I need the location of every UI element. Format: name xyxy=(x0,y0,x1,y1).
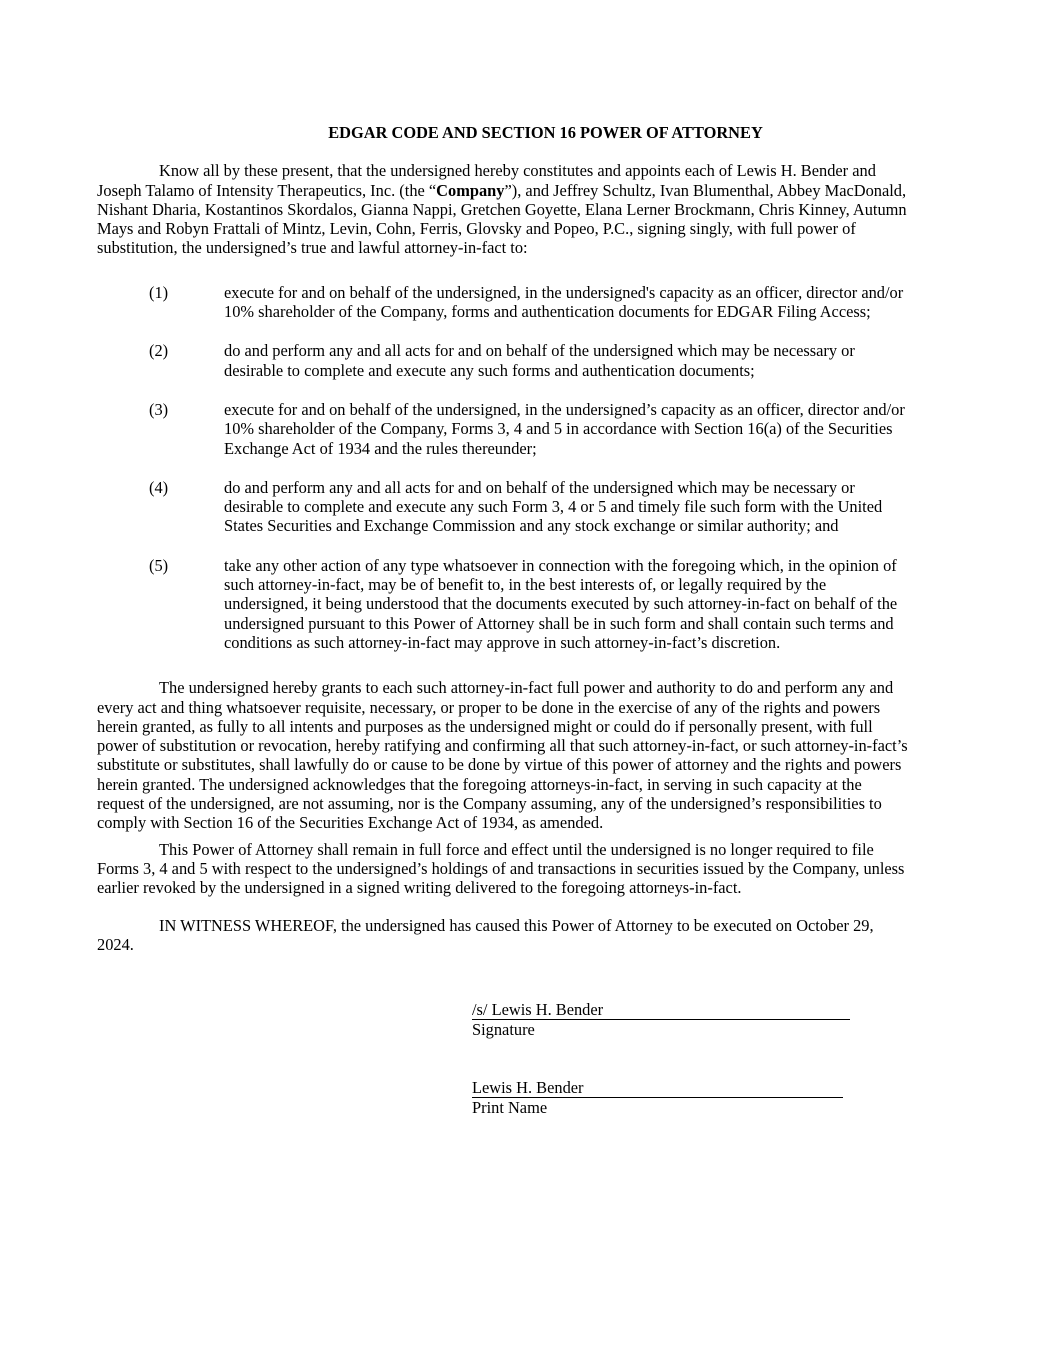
item-3-text: execute for and on behalf of the undersigned, in the undersigned’s capacity as an officer, director and/or 10% shareholder of the Company, Forms 3, 4 and 5 in accordance with Section 16(a) of the Securities Exchange Act of 1934 and the rules thereunder; xyxy=(224,399,905,458)
list-item-5 xyxy=(149,556,912,652)
print-name-group xyxy=(472,1078,912,1118)
list-item-3 xyxy=(149,400,912,458)
intro-paragraph xyxy=(97,161,912,257)
company-name-bold: Company xyxy=(436,180,505,200)
print-name-line xyxy=(472,1078,843,1098)
duration-paragraph: This Power of Attorney shall remain in full force and effect until the undersigned is no longer required to file Forms 3, 4 and 5 with respect to the undersigned’s holdings of and transactions in securities issued by the Company, unless earlier revoked by the undersigned in a signed writing delivered to the foregoing attorneys-in-fact. xyxy=(97,839,905,898)
print-name-label: Print Name xyxy=(472,1097,548,1117)
item-1-text: execute for and on behalf of the undersigned, in the undersigned's capacity as an officer, director and/or 10% shareholder of the Company, forms and authentication documents for EDGAR Filing Access; xyxy=(224,282,904,322)
print-name-value: Lewis H. Bender xyxy=(472,1077,584,1097)
witness-paragraph: IN WITNESS WHEREOF, the undersigned has caused this Power of Attorney to be executed on October 29, 2024. xyxy=(97,915,874,954)
list-item-1 xyxy=(149,283,912,322)
item-4-text: do and perform any and all acts for and on behalf of the undersigned which may be necessary or desirable to complete and execute any such Form 3, 4 or 5 and timely file such form with the United States Securities and Exchange Commission and any stock exchange or similar authority; and xyxy=(224,477,883,536)
item-2-number: (2) xyxy=(149,341,169,361)
signature-label: Signature xyxy=(472,1020,535,1040)
signature-line xyxy=(472,1000,850,1020)
list-item-4 xyxy=(149,478,912,536)
intro-text-before: Know all by these present, that the undersigned hereby constitutes and appoints each of Lewis H. Bender and Joseph Talamo of Intensity Therapeutics, Inc. (the “ xyxy=(97,161,876,200)
intro-text-after: ”), and Jeffrey Schultz, Ivan Blumenthal, Abbey MacDonald, Nishant Dharia, Kostantinos Skordalos, Gianna Nappi, Gretchen Goyette, Elana Lerner Brockmann, Chris Kinney, Autumn Mays and Robyn Frattali of Mintz, Levin, Cohn, Ferris, Glovsky and Popeo, P.C., signing singly, with full power of substitution, the undersigned’s true and lawful attorney-in-fact to: xyxy=(97,180,907,258)
signature-group xyxy=(472,1000,912,1040)
signature-block xyxy=(472,1000,912,1117)
grant-paragraph: The undersigned hereby grants to each such attorney-in-fact full power and authority to do and perform any and every act and thing whatsoever requisite, necessary, or proper to be done in the exercise of any of the rights and powers herein granted, as fully to all intents and purposes as the undersigned might or could do if personally present, with full power of substitution or revocation, hereby ratifying and confirming all that such attorney-in-fact, or such attorney-in-fact’s substitute or substitutes, shall lawfully do or cause to be done by virtue of this power of attorney and the rights and powers herein granted. The undersigned acknowledges that the foregoing attorneys-in-fact, in serving in such capacity at the request of the undersigned, are not assuming, nor is the Company assuming, any of the undersigned’s responsibilities to comply with Section 16 of the Securities Exchange Act of 1934, as amended. xyxy=(97,678,908,833)
item-5-text: take any other action of any type whatsoever in connection with the foregoing which, in the opinion of such attorney-in-fact, may be of benefit to, in the best interests of, or legally required by the undersigned, it being understood that the documents executed by such attorney-in-fact on behalf of the undersigned pursuant to this Power of Attorney shall be in such form and shall contain such terms and conditions as such attorney-in-fact may approve in such attorney-in-fact’s discretion. xyxy=(224,555,898,652)
item-2-text: do and perform any and all acts for and on behalf of the undersigned which may be necessary or desirable to complete and execute any such forms and authentication documents; xyxy=(224,341,855,380)
list-item-2 xyxy=(149,341,912,380)
item-4-number: (4) xyxy=(149,477,169,497)
numbered-list xyxy=(97,283,912,652)
item-3-number: (3) xyxy=(149,399,169,419)
item-5-number: (5) xyxy=(149,555,169,575)
document-title: EDGAR CODE AND SECTION 16 POWER OF ATTORNEY xyxy=(328,123,763,142)
item-1-number: (1) xyxy=(149,282,169,302)
signature-value: /s/ Lewis H. Bender xyxy=(472,1000,604,1020)
